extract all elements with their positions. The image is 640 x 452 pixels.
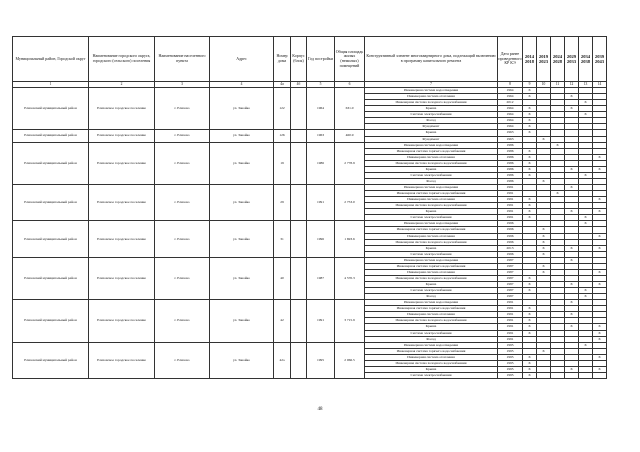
element-cell: Инженерная система горячего водоснабжения: [365, 263, 498, 269]
element-cell: Крыша: [365, 366, 498, 372]
element-cell: Инженерная система холодного водоснабжения: [365, 360, 498, 366]
column-number: 4б: [291, 82, 307, 88]
element-cell: Система электроснабжения: [365, 330, 498, 336]
period-mark-cell: [537, 372, 551, 378]
prior-repair-year-cell: 1986: [498, 166, 523, 172]
header-period: 2019 2023: [537, 37, 551, 82]
element-cell: Инженерная система горячего водоснабжения: [365, 148, 498, 154]
year-built-cell: 1986: [307, 142, 335, 184]
column-number: 7: [365, 82, 498, 88]
table-body: [13, 88, 607, 379]
header-period: 2029 2033: [565, 37, 579, 82]
block-cell: [291, 185, 307, 221]
period-mark-cell: X: [579, 294, 593, 300]
header-house-number: Номер дома: [274, 37, 291, 82]
period-mark-cell: X: [593, 282, 607, 288]
period-mark-cell: X: [537, 251, 551, 257]
period-mark-cell: [551, 372, 565, 378]
locality-cell: г. Елизово: [155, 257, 210, 299]
year-built-cell: 1995: [307, 342, 335, 378]
street-cell: ул. Завойко: [210, 300, 274, 342]
settlement-cell: Елизовское городское поселение: [89, 221, 155, 257]
period-mark-cell: X: [537, 227, 551, 233]
prior-repair-year-cell: 1986: [498, 154, 523, 160]
header-element: Конструктивный элемент многоквартирного дома, подлежащий включению в программу капитального ремонта: [365, 37, 498, 82]
element-cell: Система электроснабжения: [365, 372, 498, 378]
year-built-cell: 1963: [307, 130, 335, 142]
street-cell: ул. Завойко: [210, 185, 274, 221]
element-cell: Инженерная система холодного водоснабжения: [365, 275, 498, 281]
element-cell: Крыша: [365, 106, 498, 112]
period-mark-cell: [579, 372, 593, 378]
element-cell: Инженерная система горячего водоснабжения: [365, 306, 498, 312]
street-cell: ул. Завойко: [210, 88, 274, 130]
document-sheet: [12, 36, 606, 379]
element-cell: Фасад: [365, 178, 498, 184]
district-cell: Елизовский муниципальный район: [13, 88, 89, 130]
period-mark-cell: X: [537, 263, 551, 269]
prior-repair-year-cell: 1987: [498, 257, 523, 263]
block-cell: [291, 342, 307, 378]
element-cell: Фундамент: [365, 124, 498, 130]
locality-cell: г. Елизово: [155, 185, 210, 221]
period-mark-cell: X: [537, 136, 551, 142]
element-cell: Инженерная система холодного водоснабжения: [365, 100, 498, 106]
prior-repair-year-cell: 1986: [498, 160, 523, 166]
element-cell: Крыша: [365, 166, 498, 172]
locality-cell: г. Елизово: [155, 130, 210, 142]
period-mark-cell: X: [593, 330, 607, 336]
period-mark-cell: X: [593, 245, 607, 251]
period-mark-cell: X: [593, 166, 607, 172]
prior-repair-year-cell: 1963: [498, 130, 523, 136]
street-cell: ул. Завойко: [210, 257, 274, 299]
prior-repair-year-cell: 1991: [498, 336, 523, 342]
element-cell: Система электроснабжения: [365, 251, 498, 257]
year-built-cell: 1964: [307, 88, 335, 130]
prior-repair-year-cell: 1996: [498, 227, 523, 233]
period-mark-cell: X: [565, 185, 579, 191]
header-period: 2024 2028: [551, 37, 565, 82]
prior-repair-year-cell: 1996: [498, 233, 523, 239]
period-mark-cell: X: [523, 154, 537, 160]
period-mark-cell: X: [523, 312, 537, 318]
prior-repair-year-cell: 1991: [498, 300, 523, 306]
period-mark-cell: X: [579, 112, 593, 118]
period-mark-cell: X: [523, 124, 537, 130]
period-mark-cell: X: [523, 360, 537, 366]
period-mark-cell: X: [565, 245, 579, 251]
period-mark-cell: X: [565, 366, 579, 372]
period-mark-cell: X: [565, 300, 579, 306]
period-mark-cell: X: [523, 112, 537, 118]
header-address: Адрес: [210, 37, 274, 82]
period-mark-cell: X: [565, 94, 579, 100]
column-number: 6: [335, 82, 365, 88]
district-cell: Елизовский муниципальный район: [13, 142, 89, 184]
element-cell: Фундамент: [365, 136, 498, 142]
element-cell: Инженерная система водоотведения: [365, 142, 498, 148]
year-built-cell: 1996: [307, 221, 335, 257]
column-number: 2: [89, 82, 155, 88]
header-period: 2014 2018: [523, 37, 537, 82]
element-cell: Система электроснабжения: [365, 112, 498, 118]
house-number-cell: 29: [274, 185, 291, 221]
page-number: 48: [317, 407, 323, 412]
period-mark-cell: X: [537, 239, 551, 245]
element-cell: Инженерная система водоотведения: [365, 300, 498, 306]
district-cell: Елизовский муниципальный район: [13, 342, 89, 378]
element-cell: Инженерная система отопления: [365, 154, 498, 160]
settlement-cell: Елизовское городское поселение: [89, 185, 155, 221]
column-number: 14: [593, 82, 607, 88]
column-number: 11: [551, 82, 565, 88]
district-cell: Елизовский муниципальный район: [13, 257, 89, 299]
element-cell: Инженерная система холодного водоснабжения: [365, 203, 498, 209]
prior-repair-year-cell: 1986: [498, 142, 523, 148]
period-mark-cell: X: [523, 197, 537, 203]
element-cell: Инженерная система горячего водоснабжения: [365, 191, 498, 197]
element-cell: Инженерная система холодного водоснабжения: [365, 239, 498, 245]
prior-repair-year-cell: 2013: [498, 245, 523, 251]
prior-repair-year-cell: 1991: [498, 312, 523, 318]
period-mark-cell: X: [593, 366, 607, 372]
period-mark-cell: X: [565, 312, 579, 318]
settlement-cell: Елизовское городское поселение: [89, 342, 155, 378]
year-built-cell: 1991: [307, 300, 335, 342]
prior-repair-year-cell: 1996: [498, 239, 523, 245]
element-cell: Инженерная система отопления: [365, 354, 498, 360]
element-cell: Инженерная система холодного водоснабжения: [365, 318, 498, 324]
district-cell: Елизовский муниципальный район: [13, 130, 89, 142]
locality-cell: г. Елизово: [155, 342, 210, 378]
prior-repair-year-cell: 1991: [498, 197, 523, 203]
period-mark-cell: X: [523, 94, 537, 100]
period-mark-cell: X: [593, 269, 607, 275]
locality-cell: г. Елизово: [155, 221, 210, 257]
prior-repair-year-cell: 1995: [498, 366, 523, 372]
period-mark-cell: X: [565, 257, 579, 263]
element-cell: Инженерная система водоотведения: [365, 185, 498, 191]
house-number-cell: 42: [274, 300, 291, 342]
prior-repair-year-cell: 1986: [498, 178, 523, 184]
district-cell: Елизовский муниципальный район: [13, 221, 89, 257]
period-mark-cell: X: [579, 288, 593, 294]
prior-repair-year-cell: 1995: [498, 372, 523, 378]
year-built-cell: 1991: [307, 185, 335, 221]
prior-repair-year-cell: 1991: [498, 324, 523, 330]
prior-repair-year-cell: 1987: [498, 263, 523, 269]
period-mark-cell: X: [593, 233, 607, 239]
locality-cell: г. Елизово: [155, 142, 210, 184]
period-mark-cell: X: [593, 197, 607, 203]
prior-repair-year-cell: 1991: [498, 318, 523, 324]
period-mark-cell: X: [523, 318, 537, 324]
period-mark-cell: X: [523, 366, 537, 372]
prior-repair-year-cell: 1987: [498, 275, 523, 281]
prior-repair-year-cell: 1964: [498, 112, 523, 118]
column-number: 4а: [274, 82, 291, 88]
prior-repair-year-cell: 1991: [498, 191, 523, 197]
prior-repair-year-cell: 1987: [498, 288, 523, 294]
total-area-cell: 460.9: [335, 130, 365, 142]
period-mark-cell: X: [523, 330, 537, 336]
element-cell: Инженерная система холодного водоснабжения: [365, 160, 498, 166]
header-settlement: Наименование городского округа, городского (сельского) поселения: [89, 37, 155, 82]
column-number: 10: [537, 82, 551, 88]
period-mark-cell: X: [565, 166, 579, 172]
element-cell: Инженерная система отопления: [365, 312, 498, 318]
prior-repair-year-cell: 1964: [498, 106, 523, 112]
block-cell: [291, 142, 307, 184]
period-mark-cell: X: [593, 209, 607, 215]
period-mark-cell: X: [579, 221, 593, 227]
total-area-cell: 2 066.5: [335, 342, 365, 378]
period-mark-cell: [565, 372, 579, 378]
period-mark-cell: X: [537, 245, 551, 251]
element-cell: Крыша: [365, 130, 498, 136]
prior-repair-year-cell: 1995: [498, 354, 523, 360]
header-prior-repair-date: Дата ранее проведенного КР КЭ: [498, 37, 523, 82]
total-area-cell: 631.0: [335, 88, 365, 130]
period-mark-cell: X: [523, 288, 537, 294]
prior-repair-year-cell: 1991: [498, 209, 523, 215]
element-cell: Инженерная система горячего водоснабжения: [365, 227, 498, 233]
prior-repair-year-cell: 1996: [498, 251, 523, 257]
element-cell: Крыша: [365, 282, 498, 288]
block-cell: [291, 221, 307, 257]
house-number-cell: 19: [274, 142, 291, 184]
period-mark-cell: X: [565, 209, 579, 215]
column-number: 9: [523, 82, 537, 88]
prior-repair-year-cell: 1991: [498, 203, 523, 209]
year-built-cell: 1987: [307, 257, 335, 299]
total-area-cell: 3 715.9: [335, 300, 365, 342]
period-mark-cell: X: [523, 282, 537, 288]
header-year-built: Год постройки: [307, 37, 335, 82]
period-mark-cell: X: [537, 233, 551, 239]
column-number: 1: [13, 82, 89, 88]
prior-repair-year-cell: 1987: [498, 269, 523, 275]
prior-repair-year-cell: 1964: [498, 124, 523, 130]
total-area-cell: 4 570.3: [335, 257, 365, 299]
element-cell: Система электроснабжения: [365, 288, 498, 294]
settlement-cell: Елизовское городское поселение: [89, 300, 155, 342]
period-mark-cell: X: [523, 324, 537, 330]
period-mark-cell: X: [523, 275, 537, 281]
period-mark-cell: X: [523, 130, 537, 136]
header-period: 2034 2038: [579, 37, 593, 82]
header-block: Корпус (блок): [291, 37, 307, 82]
house-number-cell: 42а: [274, 342, 291, 378]
settlement-cell: Елизовское городское поселение: [89, 257, 155, 299]
period-mark-cell: X: [593, 354, 607, 360]
block-cell: [291, 300, 307, 342]
period-mark-cell: X: [593, 324, 607, 330]
settlement-cell: Елизовское городское поселение: [89, 88, 155, 130]
prior-repair-year-cell: 1987: [498, 294, 523, 300]
total-area-cell: 2 753.0: [335, 185, 365, 221]
period-mark-cell: X: [551, 142, 565, 148]
column-number: 3: [155, 82, 210, 88]
period-mark-cell: X: [579, 100, 593, 106]
settlement-cell: Елизовское городское поселение: [89, 130, 155, 142]
element-cell: Система электроснабжения: [365, 172, 498, 178]
column-number: 8: [498, 82, 523, 88]
column-number: 12: [565, 82, 579, 88]
element-cell: Инженерная система горячего водоснабжения: [365, 348, 498, 354]
table-header: [13, 37, 607, 88]
period-mark-cell: X: [523, 215, 537, 221]
period-mark-cell: X: [523, 372, 537, 378]
period-mark-cell: X: [537, 348, 551, 354]
block-cell: [291, 88, 307, 130]
prior-repair-year-cell: 1991: [498, 185, 523, 191]
period-mark-cell: X: [565, 106, 579, 112]
element-cell: Фасад: [365, 336, 498, 342]
prior-repair-year-cell: 1986: [498, 172, 523, 178]
period-mark-cell: X: [579, 215, 593, 221]
period-mark-cell: X: [565, 282, 579, 288]
period-mark-cell: X: [523, 148, 537, 154]
element-cell: Крыша: [365, 209, 498, 215]
header-district: Муниципальный район, Городской округ: [13, 37, 89, 82]
period-mark-cell: X: [523, 172, 537, 178]
prior-repair-year-cell: 1964: [498, 94, 523, 100]
column-number: 13: [579, 82, 593, 88]
period-mark-cell: X: [523, 166, 537, 172]
period-mark-cell: X: [523, 209, 537, 215]
period-mark-cell: X: [537, 178, 551, 184]
block-cell: [291, 130, 307, 142]
house-number-cell: 31: [274, 221, 291, 257]
element-cell: Фасад: [365, 118, 498, 124]
element-cell: Фасад: [365, 294, 498, 300]
street-cell: ул. Завойко: [210, 221, 274, 257]
settlement-cell: Елизовское городское поселение: [89, 142, 155, 184]
element-cell: Система электроснабжения: [365, 215, 498, 221]
prior-repair-year-cell: 1991: [498, 306, 523, 312]
house-number-cell: 40: [274, 257, 291, 299]
street-cell: ул. Завойко: [210, 142, 274, 184]
street-cell: ул. Завойко: [210, 342, 274, 378]
district-cell: Елизовский муниципальный район: [13, 185, 89, 221]
element-cell: Инженерная система отопления: [365, 94, 498, 100]
block-cell: [291, 257, 307, 299]
element-cell: Инженерная система водоотведения: [365, 257, 498, 263]
locality-cell: г. Елизово: [155, 88, 210, 130]
prior-repair-year-cell: 1963: [498, 136, 523, 142]
period-mark-cell: X: [579, 342, 593, 348]
period-mark-cell: X: [593, 154, 607, 160]
prior-repair-year-cell: 1996: [498, 221, 523, 227]
prior-repair-year-cell: 1964: [498, 118, 523, 124]
prior-repair-year-cell: 1995: [498, 342, 523, 348]
element-cell: Инженерная система отопления: [365, 233, 498, 239]
house-number-cell: 122: [274, 88, 291, 130]
period-mark-cell: X: [523, 203, 537, 209]
period-mark-cell: X: [593, 336, 607, 342]
period-mark-cell: [593, 372, 607, 378]
period-mark-cell: X: [523, 160, 537, 166]
period-mark-cell: X: [565, 324, 579, 330]
period-mark-cell: X: [523, 306, 537, 312]
total-area-cell: 1 693.6: [335, 221, 365, 257]
prior-repair-year-cell: 1991: [498, 330, 523, 336]
element-cell: Инженерная система водоотведения: [365, 342, 498, 348]
period-mark-cell: X: [551, 191, 565, 197]
district-cell: Елизовский муниципальный район: [13, 300, 89, 342]
element-cell: Инженерная система водоотведения: [365, 88, 498, 94]
column-number: 4: [210, 82, 274, 88]
element-cell: Инженерная система водоотведения: [365, 221, 498, 227]
header-locality: Наименование населенного пункта: [155, 37, 210, 82]
element-cell: Крыша: [365, 324, 498, 330]
prior-repair-year-cell: 1964: [498, 88, 523, 94]
capital-repair-table: [12, 36, 607, 379]
header-total-area: Общая площадь жилых (нежилых) помещений: [335, 37, 365, 82]
element-cell: Крыша: [365, 245, 498, 251]
element-cell: Инженерная система отопления: [365, 197, 498, 203]
prior-repair-year-cell: 1986: [498, 148, 523, 154]
column-number: 5: [307, 82, 335, 88]
street-cell: ул. Завойко: [210, 130, 274, 142]
period-mark-cell: X: [537, 269, 551, 275]
period-mark-cell: X: [523, 118, 537, 124]
prior-repair-year-cell: 2012: [498, 100, 523, 106]
header-period: 2039 2043: [593, 37, 607, 82]
prior-repair-year-cell: 1995: [498, 360, 523, 366]
locality-cell: г. Елизово: [155, 300, 210, 342]
prior-repair-year-cell: 1995: [498, 348, 523, 354]
period-mark-cell: X: [579, 172, 593, 178]
element-cell: Инженерная система отопления: [365, 269, 498, 275]
house-number-cell: 126: [274, 130, 291, 142]
prior-repair-year-cell: 1991: [498, 215, 523, 221]
prior-repair-year-cell: 1987: [498, 282, 523, 288]
period-mark-cell: X: [523, 106, 537, 112]
total-area-cell: 2 778.9: [335, 142, 365, 184]
period-mark-cell: X: [523, 354, 537, 360]
period-mark-cell: X: [523, 88, 537, 94]
